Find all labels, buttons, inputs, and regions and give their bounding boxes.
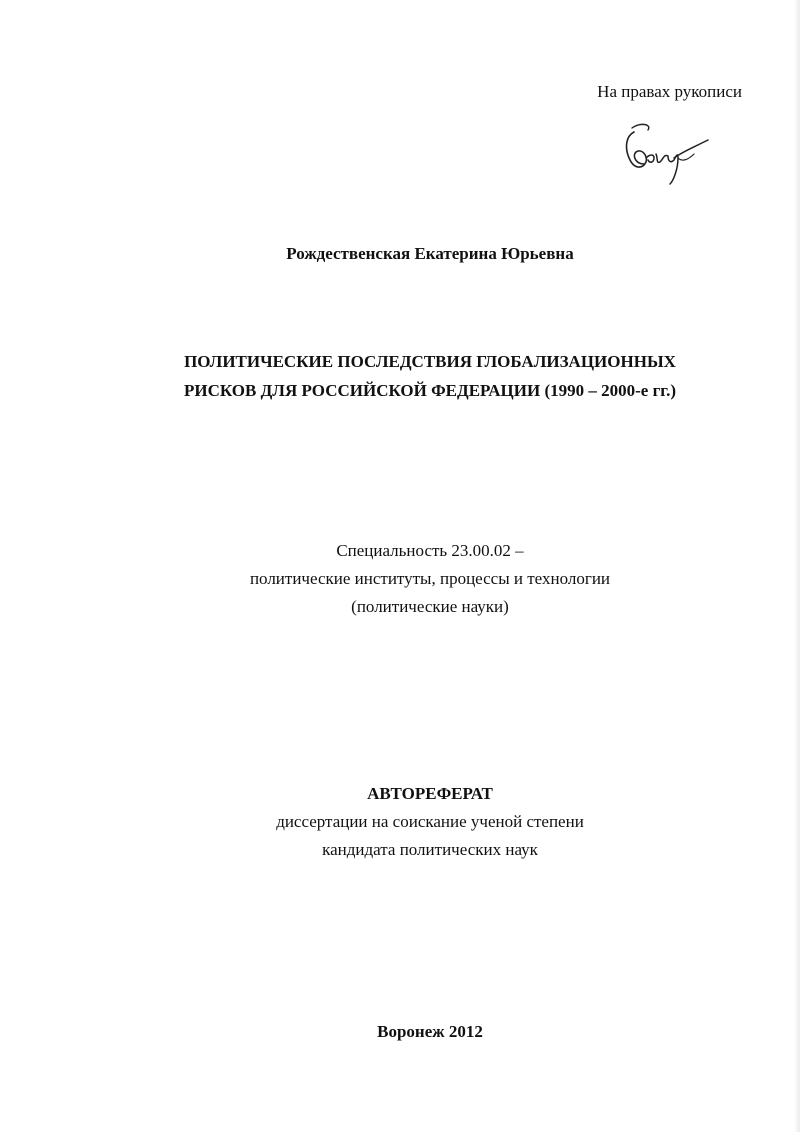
city-year: Воронеж 2012 xyxy=(377,1022,483,1041)
author-name: Рождественская Екатерина Юрьевна xyxy=(286,244,574,263)
rights-note: На правах рукописи xyxy=(597,82,742,101)
abstract-line: диссертации на соискание ученой степени xyxy=(276,812,584,831)
specialty-code: Специальность 23.00.02 – xyxy=(336,541,524,560)
specialty-field: (политические науки) xyxy=(351,597,509,616)
abstract-block xyxy=(0,780,800,864)
specialty-block xyxy=(0,537,800,621)
abstract-heading: АВТОРЕФЕРАТ xyxy=(367,784,493,803)
abstract-line: кандидата политических наук xyxy=(322,840,538,859)
dissertation-title xyxy=(0,347,800,405)
specialty-name: политические институты, процессы и технологии xyxy=(249,569,611,588)
title-line: РИСКОВ ДЛЯ РОССИЙСКОЙ ФЕДЕРАЦИИ (1990 – 2000-е гг.) xyxy=(183,381,676,400)
title-line: ПОЛИТИЧЕСКИЕ ПОСЛЕДСТВИЯ ГЛОБАЛИЗАЦИОННЫХ xyxy=(184,352,676,371)
signature-icon xyxy=(612,118,722,188)
